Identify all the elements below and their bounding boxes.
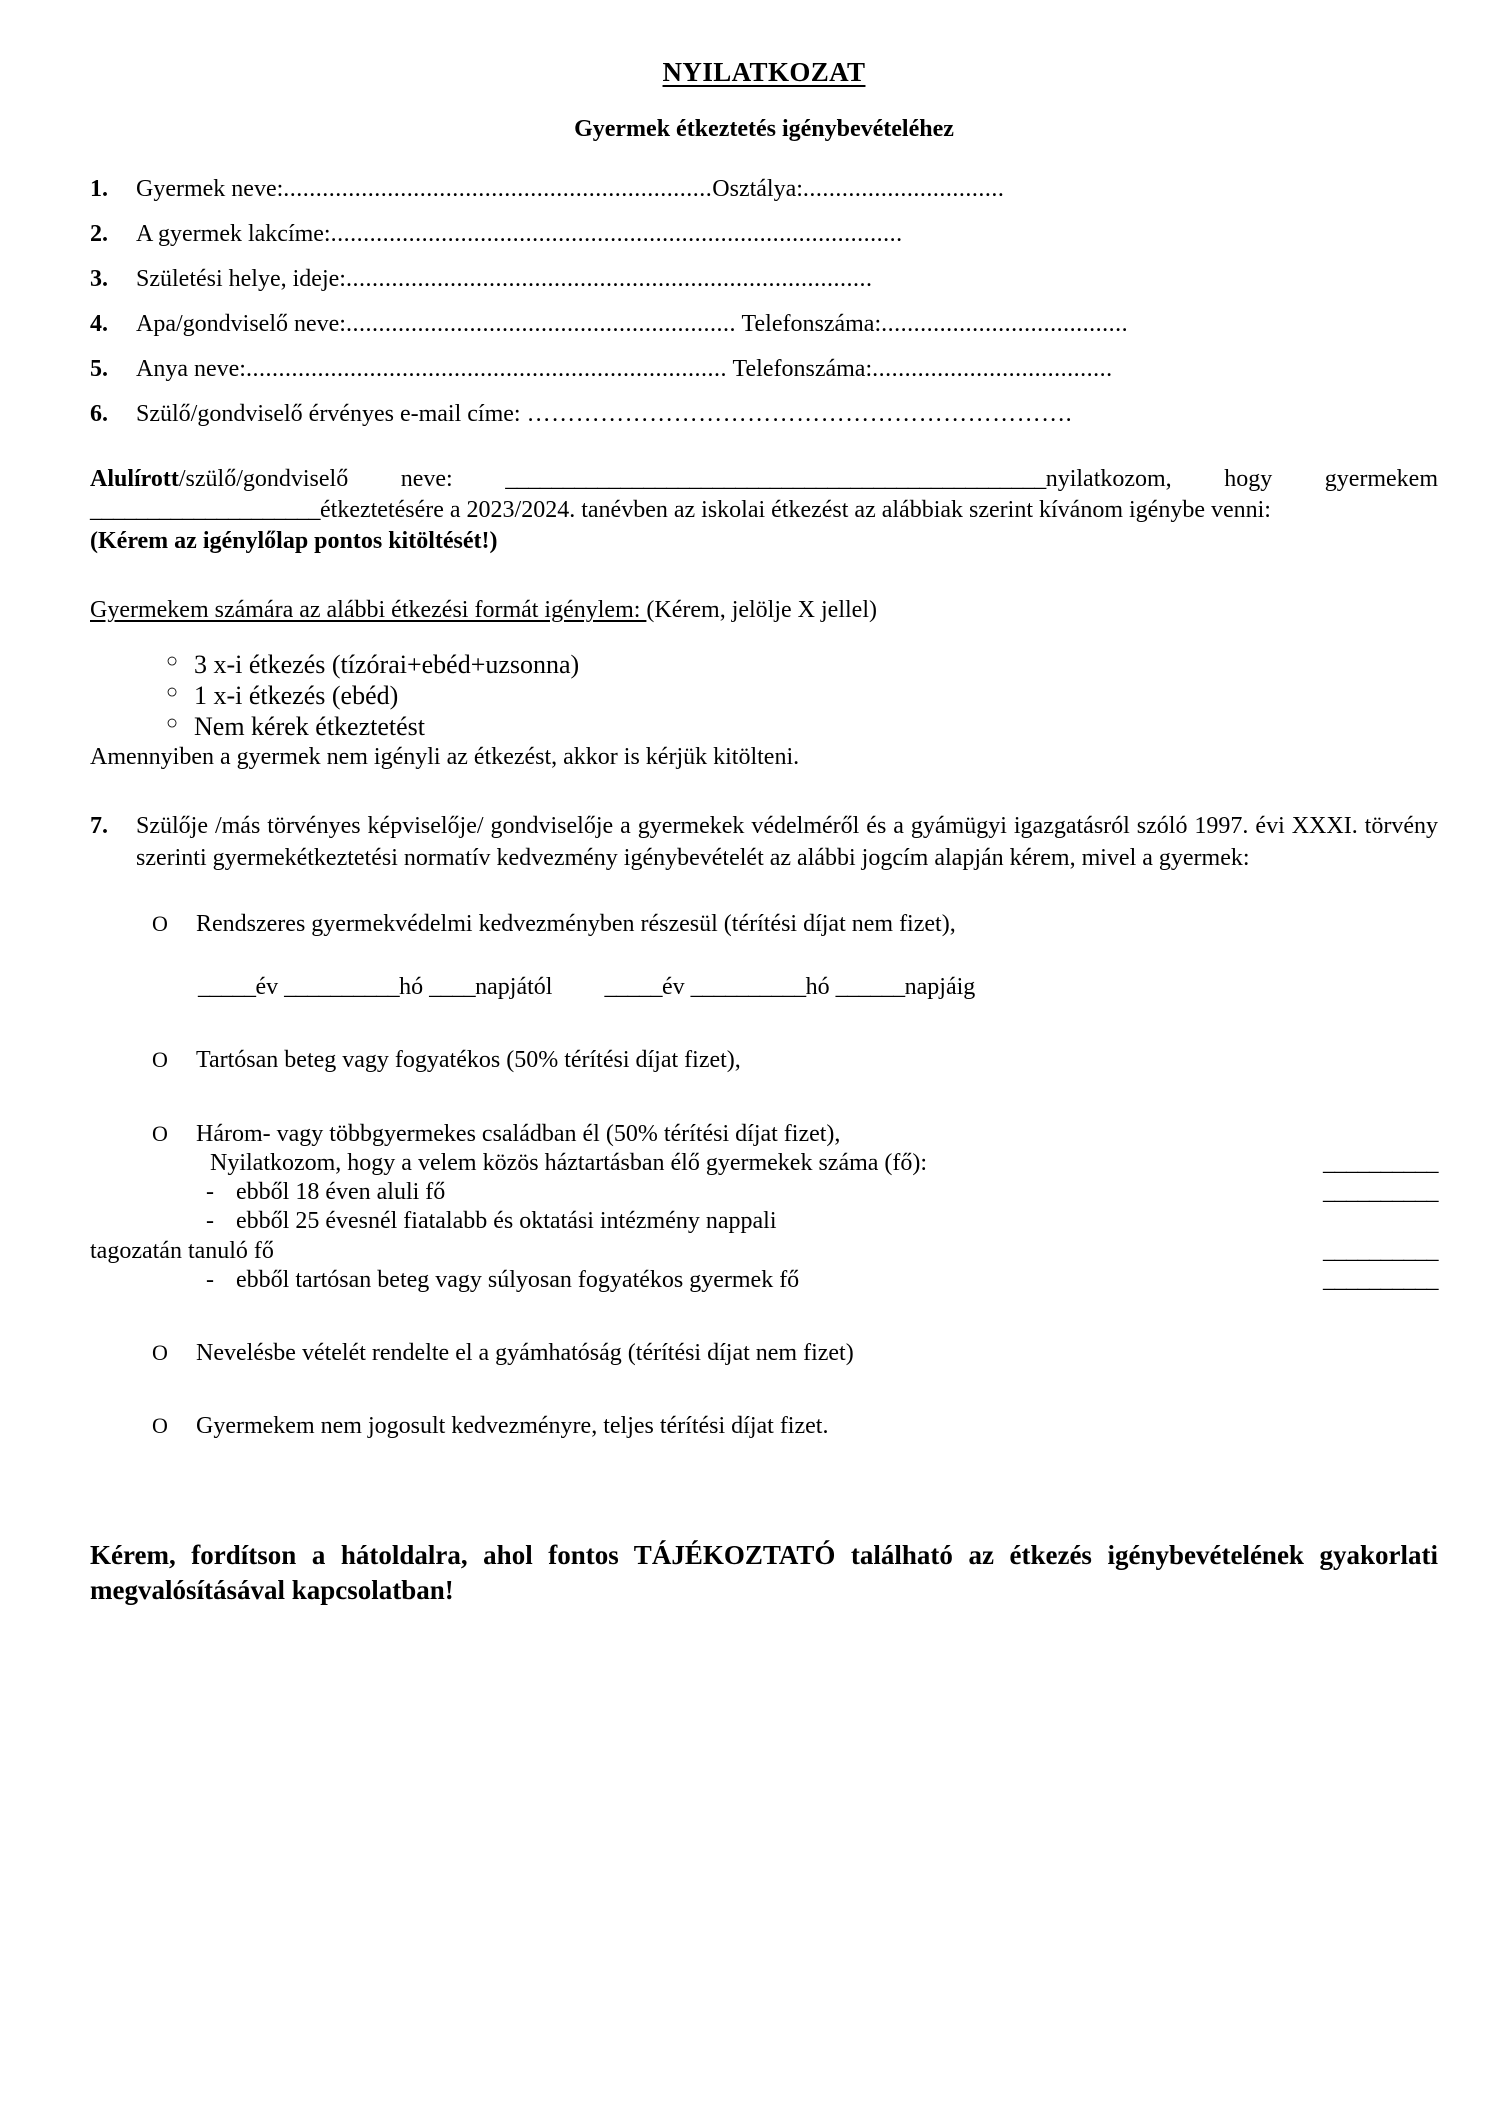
declaration-lead-rest: /szülő/gondviselő neve: <box>178 466 506 492</box>
circle-bullet-icon[interactable]: O <box>152 1047 168 1073</box>
household-breakdown-list <box>90 1178 1438 1295</box>
declaration-bold-lead: Alulírott <box>90 466 179 492</box>
field-label: Születési helye, ideje: <box>136 267 346 291</box>
closing-notice: Kérem, fordítson a hátoldalra, ahol fontos TÁJÉKOZTATÓ található az étkezés igénybevételének gyakorlati megvalósításával kapcsolatban! <box>90 1539 1438 1605</box>
personal-data-list <box>90 177 1438 426</box>
circle-bullet-icon[interactable]: ○ <box>166 650 179 673</box>
dotted-fill-secondary[interactable]: ...................................... <box>881 312 1129 336</box>
entitlement-label: Nevelésbe vételét rendelte el a gyámhatóság (térítési díjat nem fizet) <box>196 1340 854 1367</box>
household-row-blank[interactable]: __________ <box>1323 1237 1438 1264</box>
household-row-blank[interactable]: __________ <box>1323 1179 1438 1206</box>
dash-bullet-icon: - <box>206 1208 214 1235</box>
household-row-under25-student <box>90 1207 1438 1266</box>
from-year-blank[interactable]: _____ <box>198 974 256 1001</box>
meal-option-none[interactable] <box>166 712 1438 743</box>
list-number: 1. <box>90 177 108 201</box>
entitlement-option-rendszeres[interactable] <box>152 910 1438 1003</box>
entitlement-option-harom-gyermek[interactable] <box>90 1120 1438 1296</box>
dash-bullet-icon: - <box>206 1266 214 1293</box>
list-number: 5. <box>90 357 108 381</box>
household-intro-text: Nyilatkozom, hogy a velem közös háztartásban élő gyermekek száma (fő): <box>210 1149 928 1176</box>
dotted-fill[interactable]: .......................................................................... <box>245 357 727 381</box>
circle-bullet-icon[interactable]: O <box>152 1340 168 1366</box>
circle-bullet-icon[interactable]: O <box>152 1120 168 1146</box>
field-label: Anya neve: <box>136 357 246 381</box>
dotted-fill[interactable]: ........................................................................................ <box>330 222 903 246</box>
dotted-fill-secondary[interactable]: ..................................... <box>872 357 1113 381</box>
declaration-note: (Kérem az igénylőlap pontos kitöltését!) <box>90 528 498 555</box>
entitlement-label: Rendszeres gyermekvédelmi kedvezményben részesül (térítési díjat nem fizet), <box>196 910 956 937</box>
field-label: Apa/gondviselő neve: <box>136 312 346 336</box>
declaration-child-blank[interactable]: ____________________ <box>90 497 320 524</box>
field-row-child-name <box>90 177 1438 201</box>
household-intro-blank[interactable]: __________ <box>1323 1149 1438 1176</box>
list-number: 2. <box>90 222 108 246</box>
declaration-after-blank: nyilatkozom, hogy <box>1045 466 1273 492</box>
field-row-birth-place-date <box>90 267 1438 291</box>
page-subtitle: Gyermek étkeztetés igénybevételéhez <box>574 116 954 142</box>
meal-option-1x[interactable] <box>166 681 1438 712</box>
list-number: 4. <box>90 312 108 336</box>
to-year-blank[interactable]: _____ <box>604 974 662 1001</box>
household-row-disabled-child <box>196 1266 1438 1295</box>
declaration-paragraph <box>90 464 1438 526</box>
item7-text: Szülője /más törvényes képviselője/ gondviselője a gyermekek védelméről és a gyámügyi igazgatásról szóló 1997. évi XXXI. törvény szerinti gyermekétkeztetési normatív kedvezmény igénybevételét az alábbi jogcím alapján kérem, mivel a gyermek: <box>136 813 1438 871</box>
meal-option-label: 3 x-i étkezés (tízórai+ebéd+uzsonna) <box>194 650 580 680</box>
from-year-label: év <box>255 974 285 1001</box>
from-day-blank[interactable]: ____ <box>429 974 476 1001</box>
dotted-fill[interactable]: ............................................................ <box>345 312 736 336</box>
to-year-label: év <box>661 974 691 1001</box>
household-row-under18 <box>196 1178 1438 1207</box>
declaration-line2-start: gyermekem <box>1324 466 1438 492</box>
field-label: A gyermek lakcíme: <box>136 222 331 246</box>
field-label: Gyermek neve: <box>136 177 284 201</box>
dotted-fill-secondary[interactable]: ............................... <box>802 177 1005 201</box>
from-month-blank[interactable]: __________ <box>284 974 400 1001</box>
entitlement-label: Tartósan beteg vagy fogyatékos (50% térítési díjat fizet), <box>196 1047 741 1074</box>
field-row-mother-name <box>90 357 1438 381</box>
meal-option-3x[interactable] <box>166 650 1438 681</box>
field-label-secondary: Telefonszáma: <box>732 357 873 381</box>
dash-bullet-icon: - <box>206 1179 214 1206</box>
item7-paragraph <box>90 811 1438 873</box>
circle-bullet-icon[interactable]: ○ <box>166 681 179 704</box>
entitlement-options <box>90 910 1438 1442</box>
declaration-name-blank[interactable]: _______________________________________________ <box>505 466 1046 492</box>
meal-format-options <box>90 650 1438 742</box>
meal-option-label: Nem kérek étkeztetést <box>194 711 425 741</box>
meal-option-label: 1 x-i étkezés (ebéd) <box>194 681 399 711</box>
field-row-child-address <box>90 222 1438 246</box>
entitlement-option-nem-jogosult[interactable] <box>152 1412 1438 1441</box>
list-number: 7. <box>90 813 108 840</box>
field-row-email <box>90 402 1438 426</box>
circle-bullet-icon[interactable]: ○ <box>166 711 179 734</box>
household-row-wrapped-text: tagozatán tanuló fő <box>90 1237 274 1264</box>
entitlement-label: Gyermekem nem jogosult kedvezményre, teljes térítési díjat fizet. <box>196 1413 829 1440</box>
from-month-label: hó <box>399 974 430 1001</box>
meal-format-heading <box>90 597 1438 624</box>
dotted-fill[interactable]: …………………………………………………………. <box>526 402 1073 426</box>
dotted-fill[interactable]: ................................................................................. <box>345 267 873 291</box>
household-row-text: ebből tartósan beteg vagy súlyosan fogyatékos gyermek fő <box>236 1266 800 1293</box>
to-month-label: hó <box>805 974 836 1001</box>
household-row-text: ebből 25 évesnél fiatalabb és oktatási intézmény nappali <box>236 1208 777 1235</box>
page-title <box>90 57 1438 88</box>
field-row-father-name <box>90 312 1438 336</box>
to-day-blank[interactable]: ______ <box>835 974 905 1001</box>
entitlement-date-range <box>196 973 1438 1002</box>
entitlement-label: Három- vagy többgyermekes családban él (50% térítési díjat fizet), <box>196 1120 841 1147</box>
field-label: Szülő/gondviselő érvényes e-mail címe: <box>136 402 521 426</box>
meal-format-footnote: Amennyiben a gyermek nem igényli az étkezést, akkor is kérjük kitölteni. <box>90 744 800 771</box>
field-label-secondary: Osztálya: <box>712 177 803 201</box>
household-row-blank[interactable]: __________ <box>1323 1266 1438 1293</box>
page-title-text: NYILATKOZAT <box>662 57 866 87</box>
to-day-label: napjáig <box>904 974 976 1001</box>
list-number: 3. <box>90 267 108 291</box>
dotted-fill[interactable]: .................................................................. <box>283 177 713 201</box>
circle-bullet-icon[interactable]: O <box>152 910 168 936</box>
meal-format-heading-rest: (Kérem, jelölje X jellel) <box>646 597 877 624</box>
entitlement-option-tartosan-beteg[interactable] <box>152 1046 1438 1075</box>
household-intro-row <box>210 1149 1438 1178</box>
field-label-secondary: Telefonszáma: <box>741 312 882 336</box>
household-row-text: ebből 18 éven aluli fő <box>236 1179 446 1206</box>
from-day-label: napjától <box>475 974 553 1001</box>
entitlement-option-nevelesbe-vetel[interactable] <box>152 1339 1438 1368</box>
list-number: 6. <box>90 402 108 426</box>
to-month-blank[interactable]: __________ <box>690 974 806 1001</box>
declaration-line2-rest: étkeztetésére a 2023/2024. tanévben az iskolai étkezést az alábbiak szerint kívánom igénybe venni: <box>320 497 1271 524</box>
circle-bullet-icon[interactable]: O <box>152 1413 168 1439</box>
meal-format-heading-underlined: Gyermekem számára az alábbi étkezési formát igénylem: <box>90 597 647 624</box>
